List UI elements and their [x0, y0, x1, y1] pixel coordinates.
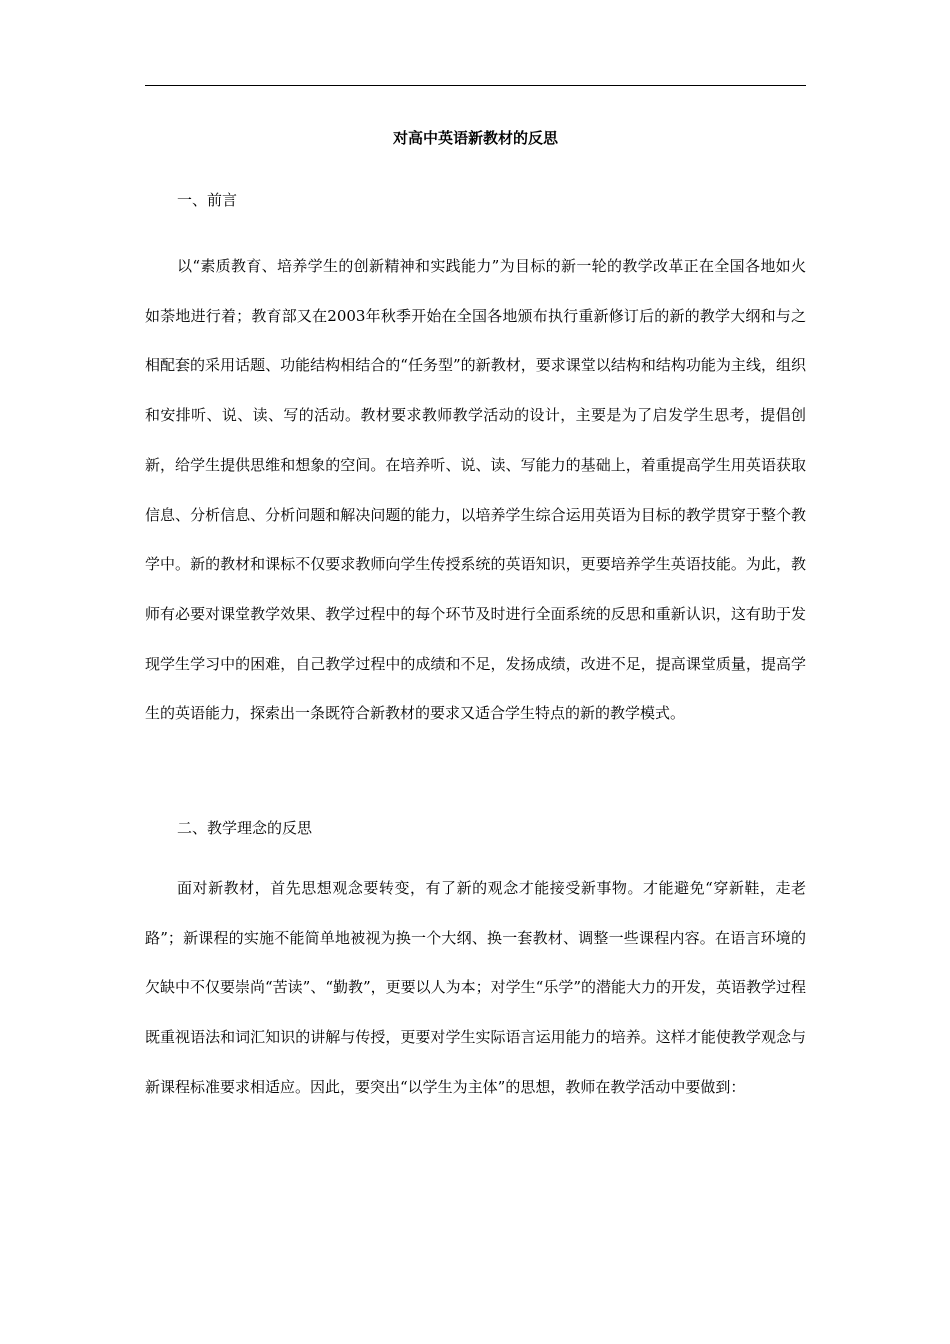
- section-heading-preface: 一、前言: [177, 191, 238, 209]
- section-paragraph-teaching-philosophy: 面对新教材，首先思想观念要转变，有了新的观念才能接受新事物。才能避免“穿新鞋，走老路”；新课程的实施不能简单地被视为换一个大纲、换一套教材、调整一些课程内容。在语言环境的欠缺中不仅要崇尚“苦读”、“勤教”，更要以人为本；对学生“乐学”的潜能大力的开发，英语教学过程既重视语法和词汇知识的讲解与传授，更要对学生实际语言运用能力的培养。这样才能使教学观念与新课程标准要求相适应。因此，要突出“以学生为主体”的思想，教师在教学活动中要做到：: [145, 879, 807, 1096]
- section-heading-teaching-philosophy: 二、教学理念的反思: [177, 819, 313, 837]
- header-rule: [145, 85, 806, 86]
- document-title: 对高中英语新教材的反思: [392, 129, 558, 147]
- section-paragraph-preface: 以“素质教育、培养学生的创新精神和实践能力”为目标的新一轮的教学改革正在全国各地如火如荼地进行着；教育部又在2003年秋季开始在全国各地颁布执行重新修订后的新的教学大纲和与之相配套的采用话题、功能结构相结合的“任务型”的新教材，要求课堂以结构和结构功能为主线，组织和安排听、说、读、写的活动。教材要求教师教学活动的设计，主要是为了启发学生思考，提倡创新，给学生提供思维和想象的空间。在培养听、说、读、写能力的基础上，着重提高学生用英语获取信息、分析信息、分析问题和解决问题的能力，以培养学生综合运用英语为目标的教学贯穿于整个教学中。新的教材和课标不仅要求教师向学生传授系统的英语知识，更要培养学生英语技能。为此，教师有必要对课堂教学效果、教学过程中的每个环节及时进行全面系统的反思和重新认识，这有助于发现学生学习中的困难，自己教学过程中的成绩和不足，发扬成绩，改进不足，提高课堂质量，提高学生的英语能力，探索出一条既符合新教材的要求又适合学生特点的新的教学模式。: [145, 257, 806, 723]
